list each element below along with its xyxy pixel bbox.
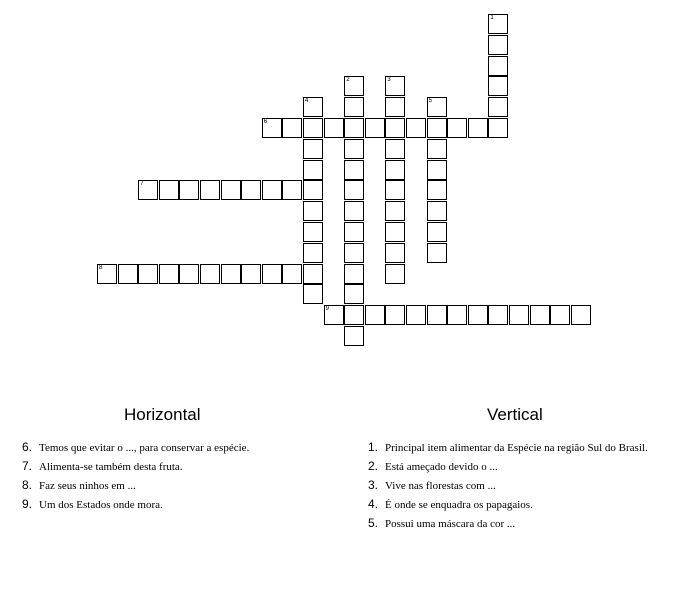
grid-cell[interactable]: [427, 118, 447, 138]
clue-number: 8.: [22, 478, 33, 492]
grid-cell[interactable]: [303, 180, 323, 200]
cell-number: 7: [140, 181, 144, 188]
grid-cell[interactable]: [303, 160, 323, 180]
cell-number: 8: [99, 264, 103, 271]
grid-cell[interactable]: [303, 97, 323, 117]
clue-number: 5.: [368, 516, 379, 530]
horizontal-clue-8: [22, 480, 342, 492]
grid-cell[interactable]: [385, 305, 405, 325]
cell-number: 3: [387, 77, 391, 84]
grid-cell[interactable]: [344, 139, 364, 159]
grid-cell[interactable]: [159, 180, 179, 200]
grid-cell[interactable]: [447, 305, 467, 325]
grid-cell[interactable]: [488, 97, 508, 117]
grid-cell[interactable]: [344, 222, 364, 242]
grid-cell[interactable]: [282, 118, 302, 138]
grid-cell[interactable]: [427, 201, 447, 221]
vertical-clue-4: [368, 499, 695, 511]
grid-cell[interactable]: [509, 305, 529, 325]
grid-cell[interactable]: [385, 264, 405, 284]
clue-text: Possui uma máscara da cor ...: [385, 518, 516, 530]
grid-cell[interactable]: [221, 264, 241, 284]
vertical-clue-list: [368, 442, 695, 537]
grid-cell[interactable]: [303, 222, 323, 242]
grid-cell[interactable]: [385, 243, 405, 263]
grid-cell[interactable]: [468, 118, 488, 138]
grid-cell[interactable]: [344, 243, 364, 263]
horizontal-clue-6: [22, 442, 342, 454]
clue-number: 2.: [368, 459, 379, 473]
horizontal-clue-9: [22, 499, 342, 511]
grid-cell[interactable]: [385, 201, 405, 221]
grid-cell[interactable]: [282, 264, 302, 284]
clue-text: Faz seus ninhos em ...: [39, 480, 136, 492]
grid-cell[interactable]: [221, 180, 241, 200]
clue-text: É onde se enquadra os papagaios.: [385, 499, 533, 511]
vertical-heading: Vertical: [487, 405, 543, 424]
grid-cell[interactable]: [427, 305, 447, 325]
grid-cell[interactable]: [571, 305, 591, 325]
grid-cell[interactable]: [303, 264, 323, 284]
grid-cell[interactable]: [303, 201, 323, 221]
grid-cell[interactable]: [344, 201, 364, 221]
grid-cell[interactable]: [138, 180, 158, 200]
cell-number: 6: [263, 119, 268, 125]
cell-number: 4: [305, 98, 309, 105]
clue-text: Está ameçado devido o ...: [385, 461, 498, 473]
grid-cell[interactable]: [488, 305, 508, 325]
clue-text: Alimenta-se também desta fruta.: [39, 461, 183, 473]
grid-cell[interactable]: [241, 180, 261, 200]
grid-cell[interactable]: [303, 243, 323, 263]
grid-cell[interactable]: [179, 264, 199, 284]
grid-cell[interactable]: [385, 222, 405, 242]
clue-text: Um dos Estados onde mora.: [39, 499, 163, 511]
clue-text: Vive nas florestas com ...: [385, 480, 496, 492]
clue-number: 6.: [22, 440, 33, 454]
vertical-clue-2: [368, 461, 695, 473]
grid-cell[interactable]: [427, 139, 447, 159]
vertical-clue-1: [368, 442, 695, 454]
grid-cell[interactable]: [344, 264, 364, 284]
horizontal-clue-list: [22, 442, 342, 518]
grid-cell[interactable]: [427, 160, 447, 180]
grid-cell[interactable]: [262, 180, 282, 200]
cell-number: 9: [325, 306, 329, 313]
grid-cell[interactable]: [138, 264, 158, 284]
grid-cell[interactable]: [97, 264, 117, 284]
grid-cell[interactable]: [200, 180, 220, 200]
grid-cell[interactable]: [200, 264, 220, 284]
cell-number: 2: [346, 77, 350, 84]
grid-cell[interactable]: [530, 305, 550, 325]
clue-number: 1.: [368, 440, 379, 454]
horizontal-clue-7: [22, 461, 342, 473]
grid-cell[interactable]: [385, 97, 405, 117]
horizontal-heading: Horizontal: [124, 405, 201, 424]
vertical-clue-5: [368, 518, 695, 530]
grid-cell[interactable]: [159, 264, 179, 284]
grid-cell[interactable]: [262, 264, 282, 284]
grid-cell[interactable]: [385, 118, 405, 138]
grid-cell[interactable]: [262, 118, 282, 138]
grid-cell[interactable]: [282, 180, 302, 200]
grid-cell[interactable]: [406, 118, 426, 138]
grid-cell[interactable]: [344, 284, 364, 304]
grid-cell[interactable]: [344, 305, 364, 325]
grid-cell[interactable]: [447, 118, 467, 138]
grid-cell[interactable]: [365, 118, 385, 138]
vertical-clue-3: [368, 480, 695, 492]
grid-cell[interactable]: [344, 76, 364, 96]
grid-cell[interactable]: [427, 97, 447, 117]
grid-cell[interactable]: [344, 180, 364, 200]
grid-cell[interactable]: [488, 35, 508, 55]
grid-cell[interactable]: [324, 305, 344, 325]
grid-cell[interactable]: [385, 180, 405, 200]
grid-cell[interactable]: [488, 76, 508, 96]
clue-text: Principal item alimentar da Espécie na região Sul do Brasil.: [385, 442, 648, 454]
grid-cell[interactable]: [303, 139, 323, 159]
grid-cell[interactable]: [344, 326, 364, 346]
grid-cell[interactable]: [179, 180, 199, 200]
grid-cell[interactable]: [303, 118, 323, 138]
grid-cell[interactable]: [427, 243, 447, 263]
grid-cell[interactable]: [365, 305, 385, 325]
clue-number: 7.: [22, 459, 33, 473]
grid-cell[interactable]: [344, 97, 364, 117]
grid-cell[interactable]: [344, 160, 364, 180]
grid-cell[interactable]: [550, 305, 570, 325]
clue-number: 9.: [22, 497, 33, 511]
grid-cell[interactable]: [488, 14, 508, 34]
grid-cell[interactable]: [427, 222, 447, 242]
grid-cell[interactable]: [468, 305, 488, 325]
grid-cell[interactable]: [344, 118, 364, 138]
clue-number: 3.: [368, 478, 379, 492]
grid-cell[interactable]: [385, 160, 405, 180]
grid-cell[interactable]: [488, 56, 508, 76]
grid-cell[interactable]: [241, 264, 261, 284]
grid-cell[interactable]: [406, 305, 426, 325]
clue-number: 4.: [368, 497, 379, 511]
grid-cell[interactable]: [118, 264, 138, 284]
cell-number: 5: [428, 98, 432, 105]
grid-cell[interactable]: [385, 139, 405, 159]
grid-cell[interactable]: [427, 180, 447, 200]
grid-cell[interactable]: [488, 118, 508, 138]
grid-cell[interactable]: [385, 76, 405, 96]
grid-cell[interactable]: [324, 118, 344, 138]
grid-cell[interactable]: [303, 284, 323, 304]
clue-text: Temos que evitar o ..., para conservar a espécie.: [39, 442, 250, 454]
cell-number: 1: [490, 15, 494, 21]
